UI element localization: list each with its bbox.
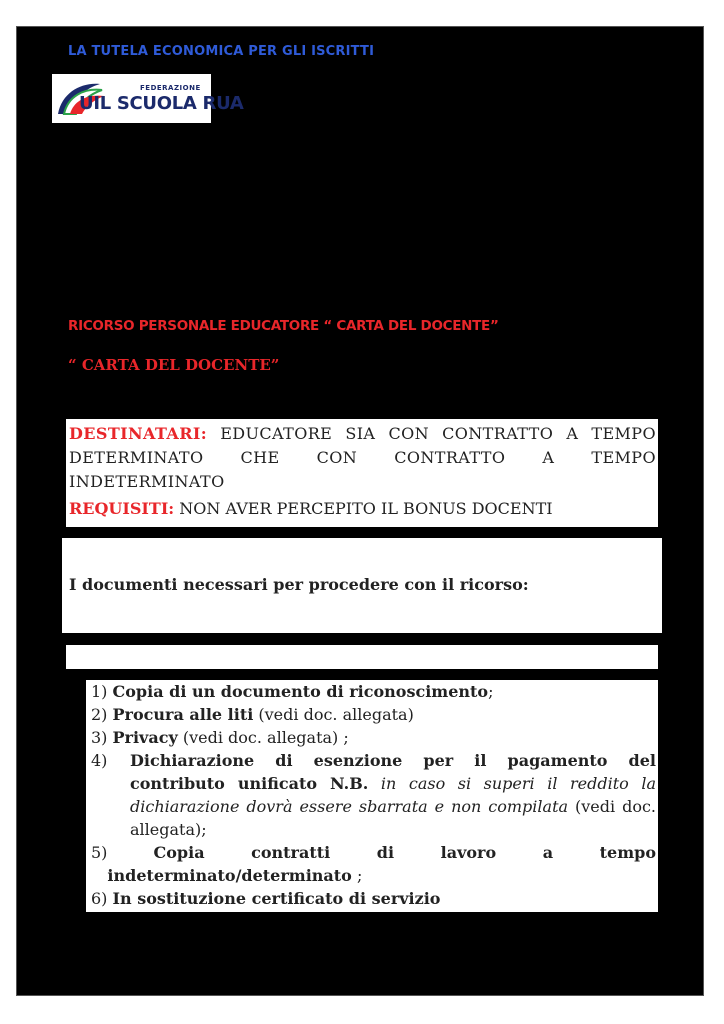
list-item-rest: ; (488, 682, 494, 701)
list-item-rest: (vedi doc. allegata); (130, 797, 657, 839)
list-item-bold: Copia contratti di lavoro a tempo indeterminato/determinato (107, 843, 656, 885)
documents-list (86, 680, 658, 912)
list-item-text (107, 887, 656, 910)
requisiti-text: NON AVER PERCEPITO IL BONUS DOCENTI (174, 499, 553, 518)
documents-heading-box (62, 538, 662, 633)
list-item (91, 841, 656, 887)
logo-federazione-text: FEDERAZIONE (140, 84, 201, 92)
logo-name-text: UIL SCUOLA RUA (79, 93, 244, 114)
list-item-number: 1) (91, 682, 108, 701)
list-item-text (107, 726, 656, 749)
list-item-bold: Procura alle liti (112, 705, 254, 724)
list-item-bold: Copia di un documento di riconoscimento (112, 682, 489, 701)
list-item-rest: (vedi doc. allegata) (253, 705, 414, 724)
list-item-text (107, 841, 656, 887)
documents-title: I documenti necessari per procedere con il ricorso: (69, 575, 529, 594)
list-item (91, 726, 656, 749)
blank-bar (66, 645, 658, 669)
list-item-text (107, 703, 656, 726)
list-item-number: 4) (91, 751, 108, 770)
list-item (91, 749, 656, 841)
list-item-note: in caso si superi il reddito la dichiarazione dovrà essere sbarrata e non compilata (130, 774, 656, 816)
destinatari-label: DESTINATARI: (69, 424, 208, 443)
list-item-rest: ; (351, 866, 363, 885)
list-item-number: 2) (91, 705, 108, 724)
list-item-number: 6) (91, 889, 108, 908)
destinatari-text: EDUCATORE SIA CON CONTRATTO A TEMPO DETERMINATO CHE CON CONTRATTO A TEMPO INDETERMINATO (69, 424, 656, 491)
list-item (91, 680, 656, 703)
list-item-text (130, 749, 656, 841)
requisiti-paragraph (69, 497, 656, 521)
section-subtitle: “ CARTA DEL DOCENTE” (68, 356, 280, 374)
info-box (66, 419, 658, 527)
destinatari-paragraph (69, 422, 656, 494)
list-item-number: 3) (91, 728, 108, 747)
list-item-bold: Dichiarazione di esenzione per il pagamento del contributo unificato N.B. (130, 751, 656, 793)
uil-scuola-rua-logo (52, 74, 244, 123)
requisiti-label: REQUISITI: (69, 499, 175, 518)
list-item-rest: (vedi doc. allegata) ; (177, 728, 349, 747)
list-item (91, 887, 656, 910)
list-item-bold: In sostituzione certificato di servizio (112, 889, 441, 908)
list-item (91, 703, 656, 726)
header-title: LA TUTELA ECONOMICA PER GLI ISCRITTI (68, 44, 375, 59)
list-item-text (107, 680, 656, 703)
list-item-number: 5) (91, 843, 108, 862)
list-item-bold: Privacy (112, 728, 178, 747)
section-heading: RICORSO PERSONALE EDUCATORE “ CARTA DEL DOCENTE” (68, 318, 499, 334)
